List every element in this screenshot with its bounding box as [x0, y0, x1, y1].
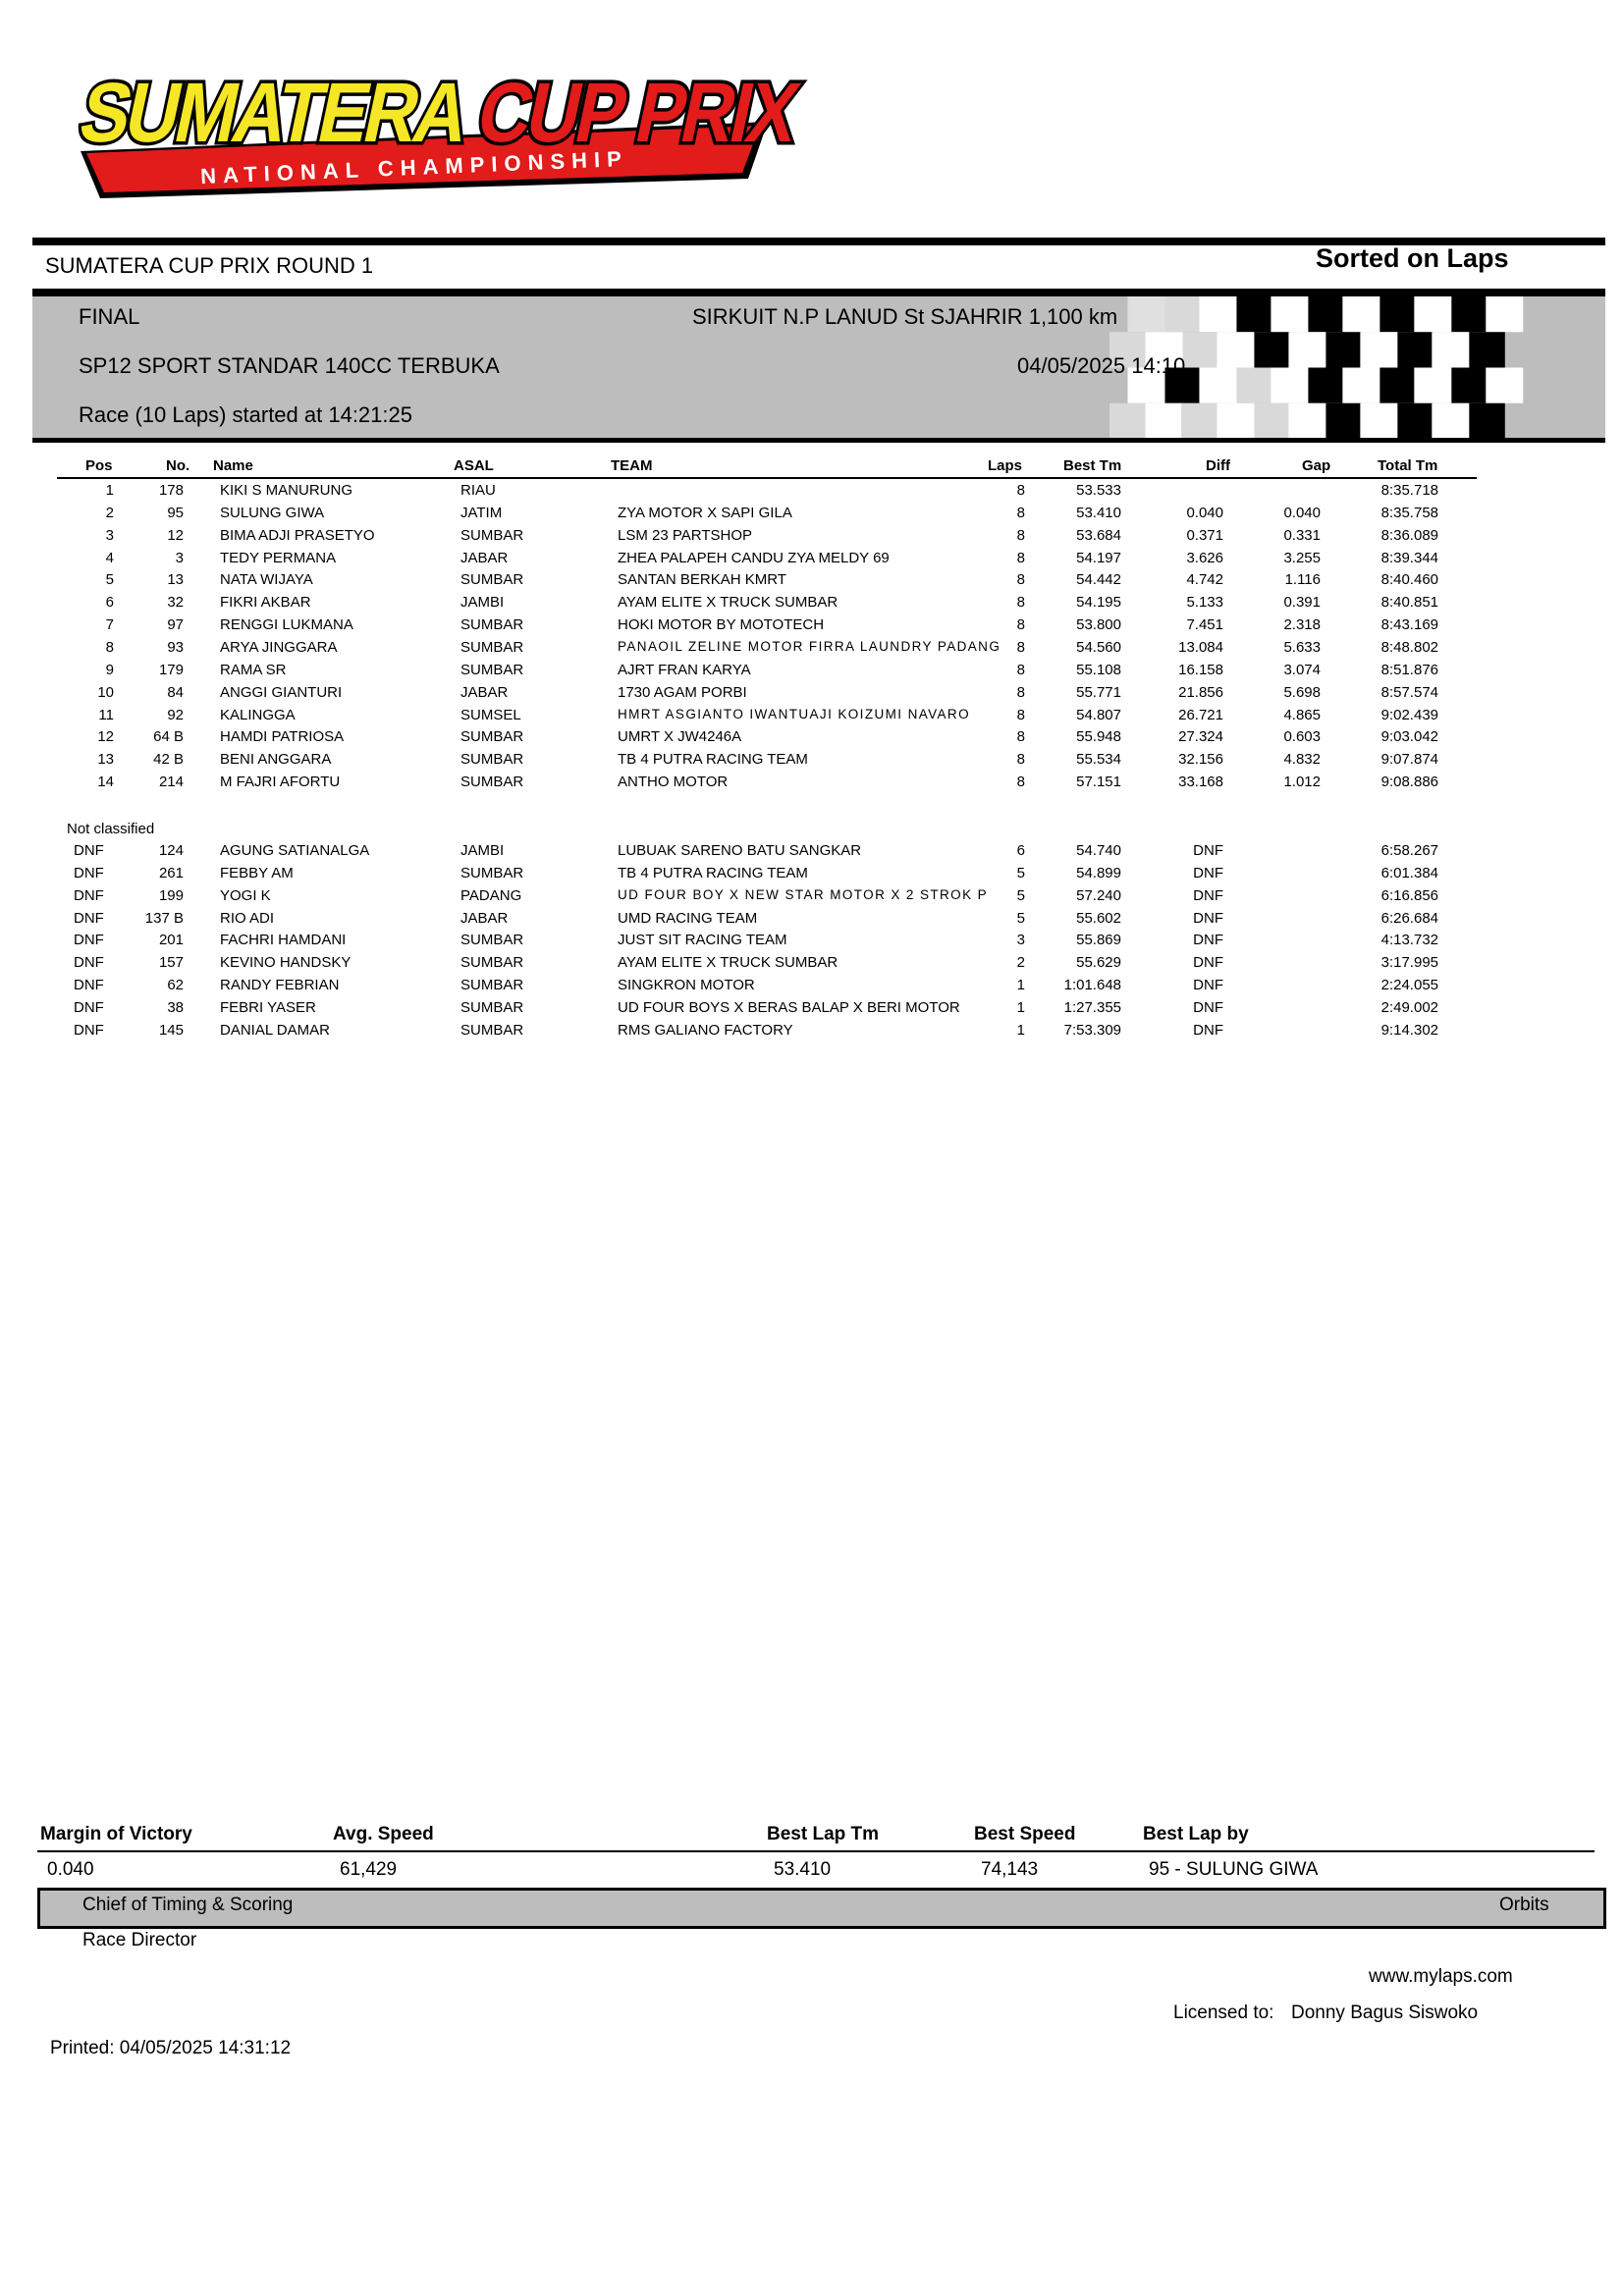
best-speed-label: Best Speed	[974, 1824, 1076, 1844]
cell-best: 54.899	[1076, 864, 1121, 881]
cell-asal: SUMSEL	[460, 706, 521, 723]
cell-no: 124	[158, 842, 184, 859]
licensed-name: Donny Bagus Siswoko	[1291, 2002, 1479, 2023]
summary-rule	[37, 1850, 1595, 1852]
cell-no: 95	[167, 504, 184, 521]
cell-best: 55.629	[1076, 954, 1121, 972]
cell-team: LUBUAK SARENO BATU SANGKAR	[618, 842, 862, 859]
cell-name: RIO ADI	[220, 909, 275, 927]
cell-asal: SUMBAR	[460, 977, 524, 994]
cell-diff: DNF	[1193, 977, 1223, 994]
cell-no: 145	[158, 1021, 184, 1039]
cell-laps: 8	[1016, 571, 1025, 589]
cell-laps: 8	[1016, 638, 1025, 656]
cell-pos: 7	[105, 616, 114, 634]
cell-best: 55.869	[1076, 932, 1121, 949]
cell-gap: 0.603	[1283, 728, 1321, 746]
cell-name: ARYA JINGGARA	[220, 638, 338, 656]
svg-text:CUP PRIX: CUP PRIX	[469, 65, 856, 160]
cell-name: YOGI K	[220, 886, 271, 904]
result-row	[0, 594, 1623, 616]
cell-total: 6:58.267	[1380, 842, 1438, 859]
best-speed-value: 74,143	[981, 1859, 1039, 1880]
cell-gap: 5.633	[1283, 638, 1321, 656]
cell-diff: 32.156	[1178, 751, 1223, 769]
cell-team: HOKI MOTOR BY MOTOTECH	[618, 616, 825, 634]
result-row	[0, 527, 1623, 550]
cell-name: BIMA ADJI PRASETYO	[220, 526, 375, 544]
cell-diff: DNF	[1193, 932, 1223, 949]
result-row	[0, 571, 1623, 594]
cell-best: 54.807	[1076, 706, 1121, 723]
col-gap: Gap	[1302, 457, 1331, 474]
cell-name: KALINGGA	[220, 706, 296, 723]
printed-timestamp: Printed: 04/05/2025 14:31:12	[50, 2038, 292, 2058]
cell-total: 8:48.802	[1380, 638, 1438, 656]
cell-total: 6:26.684	[1380, 909, 1438, 927]
cell-team: UMRT X JW4246A	[618, 728, 742, 746]
cell-no: 62	[167, 977, 184, 994]
cell-laps: 8	[1016, 683, 1025, 701]
cell-team: SINGKRON MOTOR	[618, 977, 755, 994]
cell-no: 93	[167, 638, 184, 656]
best-lap-value: 53.410	[774, 1859, 832, 1880]
cell-name: NATA WIJAYA	[220, 571, 313, 589]
cell-total: 8:43.169	[1380, 616, 1438, 634]
cell-diff: 0.371	[1186, 526, 1223, 544]
cell-team: HMRT ASGIANTO IWANTUAJI KOIZUMI NAVARO	[618, 706, 970, 721]
cell-asal: SUMBAR	[460, 751, 524, 769]
cell-pos: 9	[105, 661, 114, 678]
cell-laps: 5	[1016, 886, 1025, 904]
cell-asal: SUMBAR	[460, 638, 524, 656]
cell-no: 261	[158, 864, 184, 881]
cell-no: 84	[167, 683, 184, 701]
race-datetime: 04/05/2025 14:10	[1017, 353, 1186, 378]
cell-pos: DNF	[74, 842, 104, 859]
cell-total: 8:35.718	[1380, 482, 1438, 499]
cell-asal: SUMBAR	[460, 526, 524, 544]
cell-asal: SUMBAR	[460, 998, 524, 1016]
cell-name: FEBRI YASER	[220, 998, 316, 1016]
margin-label: Margin of Victory	[40, 1824, 192, 1844]
session-name: FINAL	[79, 304, 140, 329]
col-total: Total Tm	[1378, 457, 1438, 474]
cell-name: KEVINO HANDSKY	[220, 954, 352, 972]
cell-diff: 4.742	[1186, 571, 1223, 589]
cell-team: ZYA MOTOR X SAPI GILA	[618, 504, 792, 521]
cell-no: 12	[167, 526, 184, 544]
result-row	[0, 684, 1623, 707]
cell-name: FIKRI AKBAR	[220, 594, 311, 612]
cell-laps: 8	[1016, 482, 1025, 499]
margin-value: 0.040	[47, 1859, 94, 1880]
cell-team: AJRT FRAN KARYA	[618, 661, 751, 678]
best-lap-label: Best Lap Tm	[767, 1824, 880, 1844]
cell-gap: 1.012	[1283, 774, 1321, 791]
cell-total: 8:35.758	[1380, 504, 1438, 521]
cell-best: 54.560	[1076, 638, 1121, 656]
cell-laps: 8	[1016, 774, 1025, 791]
cell-laps: 8	[1016, 661, 1025, 678]
cell-team: ANTHO MOTOR	[618, 774, 729, 791]
cell-name: TEDY PERMANA	[220, 549, 337, 566]
cell-total: 6:16.856	[1380, 886, 1438, 904]
cell-gap: 0.391	[1283, 594, 1321, 612]
logo-title: SUMATERA	[72, 65, 533, 160]
cell-best: 57.151	[1076, 774, 1121, 791]
sorted-label: Sorted on Laps	[1316, 243, 1509, 273]
col-diff: Diff	[1206, 457, 1230, 474]
class-name: SP12 SPORT STANDAR 140CC TERBUKA	[79, 353, 500, 378]
cell-no: 201	[158, 932, 184, 949]
cell-pos: DNF	[74, 977, 104, 994]
cell-total: 8:51.876	[1380, 661, 1438, 678]
cell-asal: SUMBAR	[460, 661, 524, 678]
cell-best: 53.800	[1076, 616, 1121, 634]
orbits-label: Orbits	[1499, 1895, 1549, 1915]
cell-total: 3:17.995	[1380, 954, 1438, 972]
cell-asal: JABAR	[460, 549, 509, 566]
cell-best: 1:27.355	[1063, 998, 1121, 1016]
cell-gap: 3.074	[1283, 661, 1321, 678]
cell-total: 8:40.460	[1380, 571, 1438, 589]
cell-name: FACHRI HAMDANI	[220, 932, 347, 949]
cell-asal: SUMBAR	[460, 571, 524, 589]
cell-team: RMS GALIANO FACTORY	[618, 1021, 793, 1039]
cell-best: 53.684	[1076, 526, 1121, 544]
cell-laps: 8	[1016, 728, 1025, 746]
cell-diff: DNF	[1193, 998, 1223, 1016]
cell-team: PANAOIL ZELINE MOTOR FIRRA LAUNDRY PADANG	[618, 638, 1001, 654]
cell-laps: 8	[1016, 526, 1025, 544]
cell-pos: 12	[97, 728, 114, 746]
cell-laps: 5	[1016, 909, 1025, 927]
result-row	[0, 707, 1623, 729]
cell-total: 6:01.384	[1380, 864, 1438, 881]
cell-no: 3	[175, 549, 184, 566]
cell-diff: 16.158	[1178, 661, 1223, 678]
cell-team: UD FOUR BOY X NEW STAR MOTOR X 2 STROK P	[618, 886, 989, 902]
cell-asal: SUMBAR	[460, 728, 524, 746]
dnf-row	[0, 954, 1623, 977]
table-header-rule	[57, 477, 1477, 479]
dnf-row	[0, 1022, 1623, 1044]
cell-pos: DNF	[74, 909, 104, 927]
cell-team: TB 4 PUTRA RACING TEAM	[618, 751, 808, 769]
cell-gap: 5.698	[1283, 683, 1321, 701]
cell-team: UMD RACING TEAM	[618, 909, 758, 927]
cell-name: FEBBY AM	[220, 864, 294, 881]
cell-best: 53.410	[1076, 504, 1121, 521]
cell-diff: 5.133	[1186, 594, 1223, 612]
cell-pos: DNF	[74, 1021, 104, 1039]
cell-laps: 2	[1016, 954, 1025, 972]
cell-laps: 8	[1016, 549, 1025, 566]
dnf-row	[0, 865, 1623, 887]
cell-no: 178	[158, 482, 184, 499]
cell-asal: RIAU	[460, 482, 496, 499]
result-row	[0, 505, 1623, 527]
cell-laps: 6	[1016, 842, 1025, 859]
cell-pos: 2	[105, 504, 114, 521]
cell-gap: 3.255	[1283, 549, 1321, 566]
cell-pos: 5	[105, 571, 114, 589]
cell-asal: JABAR	[460, 683, 509, 701]
cell-team: JUST SIT RACING TEAM	[618, 932, 787, 949]
result-row	[0, 482, 1623, 505]
cell-team: AYAM ELITE X TRUCK SUMBAR	[618, 954, 839, 972]
race-start: Race (10 Laps) started at 14:21:25	[79, 402, 412, 427]
chief-timing-label: Chief of Timing & Scoring	[82, 1895, 294, 1915]
cell-laps: 8	[1016, 751, 1025, 769]
cell-diff: DNF	[1193, 886, 1223, 904]
cell-laps: 1	[1016, 998, 1025, 1016]
cell-diff: DNF	[1193, 909, 1223, 927]
cell-name: AGUNG SATIANALGA	[220, 842, 370, 859]
cell-pos: DNF	[74, 998, 104, 1016]
result-row	[0, 550, 1623, 572]
cell-pos: 1	[105, 482, 114, 499]
cell-no: 38	[167, 998, 184, 1016]
cell-asal: SUMBAR	[460, 1021, 524, 1039]
col-pos: Pos	[85, 457, 113, 474]
cell-name: M FAJRI AFORTU	[220, 774, 341, 791]
cell-laps: 3	[1016, 932, 1025, 949]
band-top-rule	[32, 289, 1605, 296]
cell-best: 55.108	[1076, 661, 1121, 678]
cell-pos: 6	[105, 594, 114, 612]
cell-laps: 8	[1016, 594, 1025, 612]
cell-pos: 3	[105, 526, 114, 544]
cell-name: RAMA SR	[220, 661, 287, 678]
cell-asal: JAMBI	[460, 594, 505, 612]
cell-diff: 0.040	[1186, 504, 1223, 521]
result-row	[0, 728, 1623, 751]
cell-best: 55.534	[1076, 751, 1121, 769]
not-classified-label: Not classified	[67, 821, 155, 837]
col-best: Best Tm	[1063, 457, 1122, 474]
cell-asal: SUMBAR	[460, 774, 524, 791]
cell-diff: 33.168	[1178, 774, 1223, 791]
cell-pos: 11	[98, 706, 114, 723]
cell-total: 9:14.302	[1380, 1021, 1438, 1039]
cell-team: UD FOUR BOYS X BERAS BALAP X BERI MOTOR	[618, 998, 960, 1016]
cell-total: 9:02.439	[1380, 706, 1438, 723]
cell-pos: DNF	[74, 886, 104, 904]
cell-diff: DNF	[1193, 1021, 1223, 1039]
cell-asal: SUMBAR	[460, 954, 524, 972]
cell-no: 92	[167, 706, 184, 723]
cell-team: TB 4 PUTRA RACING TEAM	[618, 864, 808, 881]
cell-gap: 0.040	[1283, 504, 1321, 521]
cell-team: LSM 23 PARTSHOP	[618, 526, 752, 544]
cell-pos: DNF	[74, 932, 104, 949]
cell-best: 54.740	[1076, 842, 1121, 859]
cell-pos: DNF	[74, 864, 104, 881]
cell-best: 54.197	[1076, 549, 1121, 566]
cell-asal: JABAR	[460, 909, 509, 927]
dnf-row	[0, 910, 1623, 933]
cell-no: 179	[158, 661, 184, 678]
cell-total: 9:03.042	[1380, 728, 1438, 746]
cell-pos: DNF	[74, 954, 104, 972]
cell-laps: 5	[1016, 864, 1025, 881]
cell-best: 54.195	[1076, 594, 1121, 612]
cell-no: 199	[158, 886, 184, 904]
cell-name: SULUNG GIWA	[220, 504, 325, 521]
cell-best: 55.602	[1076, 909, 1121, 927]
result-row	[0, 774, 1623, 796]
col-laps: Laps	[988, 457, 1023, 474]
best-lap-by-value: 95 - SULUNG GIWA	[1149, 1859, 1319, 1880]
cell-no: 157	[158, 954, 184, 972]
cell-best: 57.240	[1076, 886, 1121, 904]
cell-team: 1730 AGAM PORBI	[618, 683, 747, 701]
cell-gap: 0.331	[1283, 526, 1321, 544]
col-asal: ASAL	[454, 457, 494, 474]
cell-best: 54.442	[1076, 571, 1121, 589]
cell-name: KIKI S MANURUNG	[220, 482, 353, 499]
cell-asal: JAMBI	[460, 842, 505, 859]
best-lap-by-label: Best Lap by	[1143, 1824, 1249, 1844]
cell-diff: 7.451	[1186, 616, 1223, 634]
cell-diff: 27.324	[1178, 728, 1223, 746]
cell-asal: SUMBAR	[460, 616, 524, 634]
cell-name: BENI ANGGARA	[220, 751, 332, 769]
cell-best: 55.948	[1076, 728, 1121, 746]
cell-no: 32	[167, 594, 184, 612]
cell-total: 9:07.874	[1380, 751, 1438, 769]
cell-team: AYAM ELITE X TRUCK SUMBAR	[618, 594, 839, 612]
cell-asal: PADANG	[460, 886, 522, 904]
band-bottom-rule	[32, 438, 1605, 443]
cell-diff: DNF	[1193, 864, 1223, 881]
race-director-label: Race Director	[82, 1930, 197, 1950]
cell-total: 8:57.574	[1380, 683, 1438, 701]
cell-gap: 4.832	[1283, 751, 1321, 769]
cell-pos: 13	[97, 751, 114, 769]
col-team: TEAM	[611, 457, 653, 474]
cell-diff: DNF	[1193, 842, 1223, 859]
logo-subtitle: NATIONAL CHAMPIONSHIP	[199, 145, 629, 189]
cell-no: 13	[167, 571, 184, 589]
result-row	[0, 751, 1623, 774]
dnf-row	[0, 977, 1623, 999]
cell-pos: 8	[105, 638, 114, 656]
cell-diff: 26.721	[1178, 706, 1223, 723]
dnf-row	[0, 999, 1623, 1022]
result-row	[0, 639, 1623, 662]
dnf-row	[0, 932, 1623, 954]
cell-pos: 10	[97, 683, 114, 701]
col-name: Name	[213, 457, 253, 474]
cell-best: 7:53.309	[1063, 1021, 1121, 1039]
result-row	[0, 662, 1623, 684]
sumatera-cup-prix-logo	[61, 51, 856, 208]
avg-speed-label: Avg. Speed	[333, 1824, 434, 1844]
cell-total: 8:40.851	[1380, 594, 1438, 612]
dnf-row	[0, 842, 1623, 865]
cell-total: 9:08.886	[1380, 774, 1438, 791]
round-title: SUMATERA CUP PRIX ROUND 1	[45, 253, 374, 278]
cell-total: 4:13.732	[1380, 932, 1438, 949]
cell-diff: 21.856	[1178, 683, 1223, 701]
cell-total: 8:36.089	[1380, 526, 1438, 544]
cell-laps: 1	[1016, 1021, 1025, 1039]
cell-team: SANTAN BERKAH KMRT	[618, 571, 786, 589]
cell-laps: 8	[1016, 616, 1025, 634]
cell-asal: JATIM	[460, 504, 503, 521]
cell-no: 42 B	[153, 751, 184, 769]
cell-laps: 1	[1016, 977, 1025, 994]
cell-best: 53.533	[1076, 482, 1121, 499]
cell-laps: 8	[1016, 706, 1025, 723]
cell-no: 97	[167, 616, 184, 634]
cell-gap: 1.116	[1284, 571, 1321, 589]
website-text: www.mylaps.com	[1369, 1966, 1513, 1987]
licensed-label: Licensed to:	[1173, 2002, 1274, 2023]
dnf-row	[0, 887, 1623, 910]
cell-total: 2:24.055	[1380, 977, 1438, 994]
cell-diff: DNF	[1193, 954, 1223, 972]
cell-no: 64 B	[153, 728, 184, 746]
cell-asal: SUMBAR	[460, 932, 524, 949]
cell-total: 8:39.344	[1380, 549, 1438, 566]
cell-gap: 4.865	[1283, 706, 1321, 723]
avg-speed-value: 61,429	[340, 1859, 398, 1880]
cell-diff: 3.626	[1186, 549, 1223, 566]
cell-name: RENGGI LUKMANA	[220, 616, 353, 634]
cell-no: 214	[158, 774, 184, 791]
cell-team: ZHEA PALAPEH CANDU ZYA MELDY 69	[618, 549, 890, 566]
cell-name: RANDY FEBRIAN	[220, 977, 340, 994]
col-no: No.	[166, 457, 190, 474]
cell-gap: 2.318	[1283, 616, 1321, 634]
result-row	[0, 616, 1623, 639]
cell-name: ANGGI GIANTURI	[220, 683, 343, 701]
cell-best: 55.771	[1076, 683, 1121, 701]
cell-best: 1:01.648	[1063, 977, 1121, 994]
cell-name: DANIAL DAMAR	[220, 1021, 330, 1039]
cell-asal: SUMBAR	[460, 864, 524, 881]
cell-pos: 14	[97, 774, 114, 791]
cell-total: 2:49.002	[1380, 998, 1438, 1016]
cell-name: HAMDI PATRIOSA	[220, 728, 345, 746]
cell-no: 137 B	[144, 909, 184, 927]
cell-diff: 13.084	[1178, 638, 1223, 656]
cell-pos: 4	[105, 549, 114, 566]
circuit-name: SIRKUIT N.P LANUD St SJAHRIR 1,100 km	[692, 304, 1118, 329]
cell-laps: 8	[1016, 504, 1025, 521]
